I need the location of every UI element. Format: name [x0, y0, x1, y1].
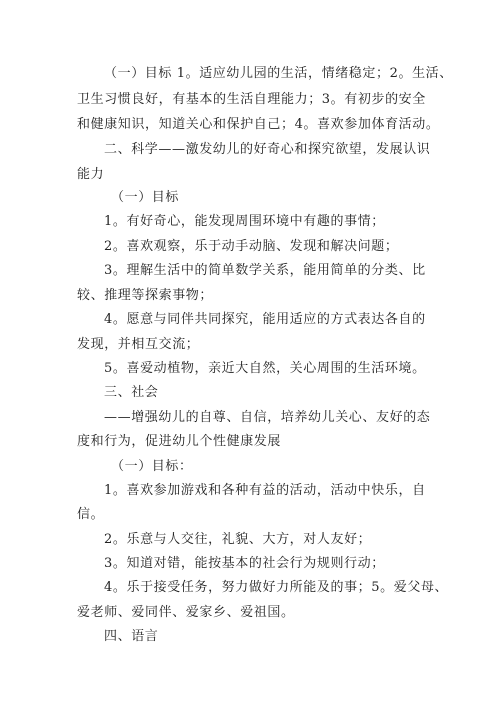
list-item: 5。喜爱动植物，亲近大自然，关心周围的生活环境。: [104, 361, 426, 376]
list-item: 4。乐于接受任务，努力做好力所能及的事；5。爱父母、: [104, 580, 449, 595]
subsection-heading: （一）目标：: [111, 459, 193, 474]
text-line: 爱老师、爱同伴、爱家乡、爱祖国。: [77, 605, 295, 620]
list-item: 1。喜欢参加游戏和各种有益的活动，活动中快乐，自: [104, 483, 426, 498]
list-item: 4。愿意与同伴共同探究，能用适应的方式表达各自的: [104, 312, 426, 327]
text-line: 度和行为，促进幼儿个性健康发展: [77, 434, 282, 449]
section-heading: 二、科学——激发幼儿的好奇心和探究欲望，发展认识: [104, 142, 431, 157]
text-line: ——增强幼儿的自尊、自信，培养幼儿关心、友好的态: [104, 410, 431, 425]
section-heading: 四、语言: [104, 629, 159, 644]
list-item: 3。理解生活中的简单数学关系，能用简单的分类、比: [104, 263, 426, 278]
text-line: （一）目标 1。适应幼儿园的生活，情绪稳定；2。生活、: [104, 66, 453, 81]
subsection-heading: （一）目标: [111, 190, 180, 205]
text-line: 卫生习惯良好，有基本的生活自理能力；3。有初步的安全: [77, 92, 426, 107]
list-item: 1。有好奇心，能发现周围环境中有趣的事情；: [104, 214, 385, 229]
text-line: 发现，并相互交流；: [77, 337, 200, 352]
text-line: 信。: [77, 507, 105, 522]
text-line: 和健康知识，知道关心和保护自己；4。喜欢参加体育活动。: [77, 117, 440, 132]
list-item: 3。知道对错，能按基本的社会行为规则行动；: [104, 556, 385, 571]
text-line: 较、推理等探索事物；: [77, 288, 214, 303]
text-line: 能力: [77, 167, 105, 182]
section-heading: 三、社会: [104, 385, 159, 400]
list-item: 2。乐意与人交往，礼貌、大方，对人友好；: [104, 532, 372, 547]
list-item: 2。喜欢观察，乐于动手动脑、发现和解决问题；: [104, 239, 399, 254]
